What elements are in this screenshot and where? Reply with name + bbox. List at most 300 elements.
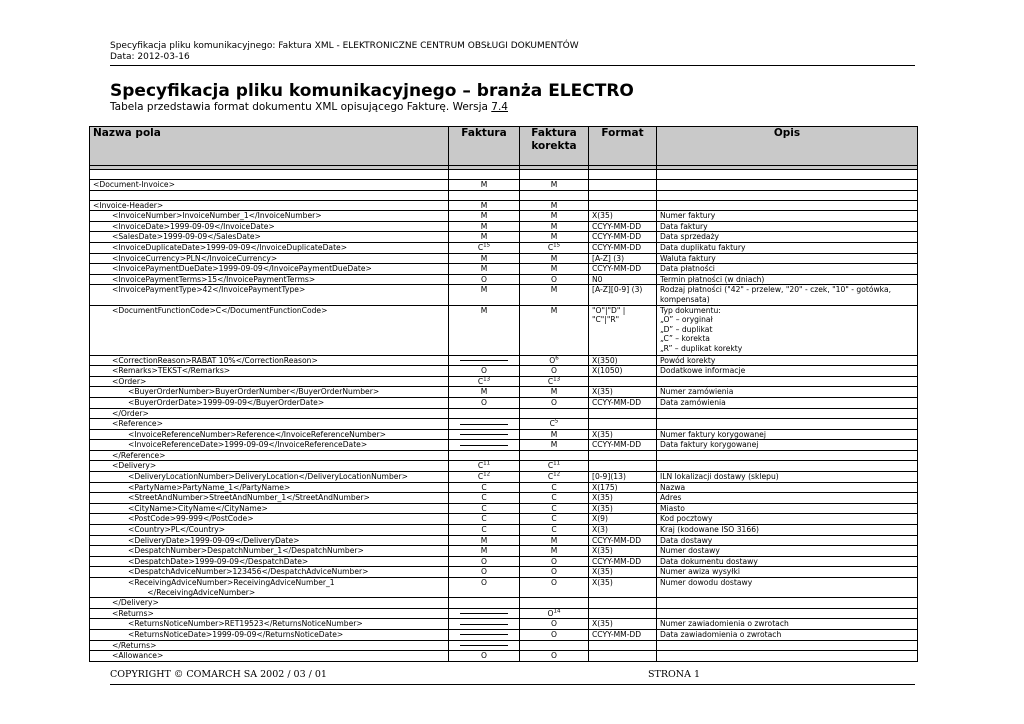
format-cell: X(35) [589, 387, 657, 398]
format-cell: CCYY-MM-DD [589, 556, 657, 567]
korekta-cell [520, 429, 589, 440]
cell-value: M [480, 387, 488, 397]
field-name-cell: <Returns> [90, 608, 449, 619]
korekta-cell [520, 419, 589, 430]
faktura-cell [449, 200, 520, 211]
description-cell: Waluta faktury [657, 253, 918, 264]
table-row [90, 525, 918, 536]
description-cell: Numer zawiadomienia o zwrotach [657, 619, 918, 630]
description-cell: Data sprzedaży [657, 232, 918, 243]
cell-value: C [481, 503, 487, 513]
korekta-cell [520, 503, 589, 514]
format-cell [589, 651, 657, 662]
field-name-cell: <InvoiceNumber>InvoiceNumber_1</InvoiceNumber> [90, 211, 449, 222]
table-row [90, 619, 918, 630]
korekta-cell [520, 450, 589, 461]
faktura-cell [449, 578, 520, 598]
format-cell: X(35) [589, 567, 657, 578]
cell-value: M [550, 211, 558, 221]
cell-value: M [550, 232, 558, 242]
korekta-cell [520, 578, 589, 598]
cell-value: M [480, 253, 488, 263]
field-name-cell: <InvoicePaymentDueDate>1999-09-09</InvoicePaymentDueDate> [90, 264, 449, 275]
cell-value: O [481, 397, 487, 407]
description-cell: Powód korekty [657, 355, 918, 366]
faktura-cell [449, 525, 520, 536]
cell-value: O [481, 274, 487, 284]
format-cell [589, 190, 657, 200]
description-cell: Numer zamówienia [657, 387, 918, 398]
field-name-cell: <Reference> [90, 419, 449, 430]
field-name-cell: </Reference> [90, 450, 449, 461]
field-name-cell [90, 190, 449, 200]
table-row [90, 651, 918, 662]
table-row [90, 274, 918, 285]
format-cell: [A-Z] (3) [589, 253, 657, 264]
description-cell: ILN lokalizacji dostawy (sklepu) [657, 472, 918, 483]
field-name-cell: <InvoicePaymentTerms>15</InvoicePaymentTerms> [90, 274, 449, 285]
not-applicable-dash [460, 613, 508, 614]
format-cell: X(35) [589, 493, 657, 504]
header-divider [110, 65, 915, 66]
table-row [90, 640, 918, 651]
field-name-cell: <Order> [90, 376, 449, 387]
cell-value: C [547, 461, 554, 471]
faktura-cell [449, 387, 520, 398]
field-name-cell: <InvoiceDate>1999-09-09</InvoiceDate> [90, 221, 449, 232]
faktura-cell [449, 429, 520, 440]
table-row [90, 450, 918, 461]
table-row [90, 366, 918, 377]
faktura-cell [449, 461, 520, 472]
korekta-cell [520, 598, 589, 609]
korekta-cell [520, 387, 589, 398]
faktura-cell [449, 180, 520, 191]
table-row [90, 397, 918, 408]
footnote-ref: 6 [555, 355, 559, 361]
faktura-cell [449, 567, 520, 578]
field-name-cell: <DeliveryDate>1999-09-09</DeliveryDate> [90, 535, 449, 546]
table-row [90, 376, 918, 387]
korekta-cell [520, 242, 589, 253]
cell-value: C [549, 419, 555, 429]
faktura-cell [449, 514, 520, 525]
cell-value: M [480, 200, 488, 210]
faktura-cell [449, 640, 520, 651]
not-applicable-dash [460, 434, 508, 435]
table-row [90, 629, 918, 640]
format-cell [589, 419, 657, 430]
field-name-cell: <BuyerOrderDate>1999-09-09</BuyerOrderDate> [90, 397, 449, 408]
cell-value: M [550, 546, 558, 556]
description-cell: Data zawiadomienia o zwrotach [657, 629, 918, 640]
cell-value: M [480, 264, 488, 274]
cell-value: M [550, 535, 558, 545]
format-cell: X(35) [589, 211, 657, 222]
faktura-cell [449, 598, 520, 609]
format-cell [589, 376, 657, 387]
col-header-format: Format [589, 127, 657, 166]
korekta-cell [520, 525, 589, 536]
format-cell: CCYY-MM-DD [589, 221, 657, 232]
cell-value: C [477, 242, 484, 252]
table-row [90, 598, 918, 609]
faktura-cell [449, 355, 520, 366]
korekta-cell [520, 264, 589, 275]
format-cell [589, 170, 657, 180]
format-cell: X(1050) [589, 366, 657, 377]
cell-value: M [480, 221, 488, 231]
table-row [90, 429, 918, 440]
faktura-cell [449, 397, 520, 408]
description-cell: Termin płatności (w dniach) [657, 274, 918, 285]
faktura-cell [449, 472, 520, 483]
format-cell: X(9) [589, 514, 657, 525]
cell-value: O [551, 556, 557, 566]
field-name-cell: <PartyName>PartyName_1</PartyName> [90, 482, 449, 493]
description-cell: Numer faktury korygowanej [657, 429, 918, 440]
format-cell [589, 640, 657, 651]
field-name-cell: <DespatchAdviceNumber>123456</DespatchAdviceNumber> [90, 567, 449, 578]
field-name-cell: <InvoiceReferenceDate>1999-09-09</InvoiceReferenceDate> [90, 440, 449, 451]
footer-page-number: STRONA 1 [648, 669, 701, 680]
korekta-cell [520, 190, 589, 200]
cell-value: O [551, 651, 557, 661]
spec-table [89, 126, 918, 662]
field-name-cell: <InvoiceCurrency>PLN</InvoiceCurrency> [90, 253, 449, 264]
field-name-cell: <DocumentFunctionCode>C</DocumentFunctionCode> [90, 305, 449, 355]
cell-value: M [550, 285, 558, 295]
cell-value: C [551, 503, 557, 513]
format-cell [589, 461, 657, 472]
header-line-2: Data: 2012-03-16 [110, 52, 190, 62]
cell-value: O [551, 629, 557, 639]
description-cell [657, 180, 918, 191]
table-row [90, 190, 918, 200]
faktura-cell [449, 419, 520, 430]
description-cell: Nazwa [657, 482, 918, 493]
description-cell: Numer dowodu dostawy [657, 578, 918, 598]
description-cell: Numer awiza wysyłki [657, 567, 918, 578]
description-cell: Data płatności [657, 264, 918, 275]
col-header-name: Nazwa pola [90, 127, 449, 166]
field-name-cell: </Delivery> [90, 598, 449, 609]
field-name-cell: <SalesDate>1999-09-09</SalesDate> [90, 232, 449, 243]
korekta-cell [520, 567, 589, 578]
description-cell [657, 598, 918, 609]
format-cell: X(35) [589, 503, 657, 514]
description-cell: Adres [657, 493, 918, 504]
description-cell [657, 419, 918, 430]
cell-value: M [550, 200, 558, 210]
format-cell: X(35) [589, 429, 657, 440]
korekta-cell [520, 376, 589, 387]
cell-value: M [550, 305, 558, 315]
korekta-cell [520, 619, 589, 630]
table-row [90, 608, 918, 619]
not-applicable-dash [460, 424, 508, 425]
description-cell [657, 200, 918, 211]
korekta-cell [520, 608, 589, 619]
korekta-cell [520, 253, 589, 264]
korekta-cell [520, 514, 589, 525]
table-row [90, 232, 918, 243]
description-cell: Data dokumentu dostawy [657, 556, 918, 567]
faktura-cell [449, 608, 520, 619]
cell-value: M [480, 180, 488, 189]
table-row [90, 242, 918, 253]
cell-value: O [481, 366, 487, 376]
format-cell: X(3) [589, 525, 657, 536]
format-cell [589, 608, 657, 619]
faktura-cell [449, 190, 520, 200]
format-cell: [0-9](13) [589, 472, 657, 483]
field-name-cell: </Order> [90, 408, 449, 419]
format-cell: X(35) [589, 546, 657, 557]
field-name-cell: <PostCode>99-999</PostCode> [90, 514, 449, 525]
korekta-cell [520, 546, 589, 557]
footnote-ref: 5 [554, 418, 559, 425]
cell-value: C [477, 472, 484, 482]
running-header [110, 41, 579, 63]
description-cell: Kraj (kodowane ISO 3166) [657, 525, 918, 536]
field-name-cell: <StreetAndNumber>StreetAndNumber_1</StreetAndNumber> [90, 493, 449, 504]
korekta-cell [520, 440, 589, 451]
footer-copyright: COPYRIGHT © COMARCH SA 2002 / 03 / 01 [110, 669, 327, 680]
korekta-cell [520, 408, 589, 419]
footnote-ref: 12 [553, 471, 561, 478]
format-cell: CCYY-MM-DD [589, 232, 657, 243]
not-applicable-dash [460, 634, 508, 635]
cell-value: O [547, 608, 554, 618]
cell-value: M [480, 285, 488, 295]
faktura-cell [449, 242, 520, 253]
faktura-cell [449, 264, 520, 275]
table-row [90, 305, 918, 355]
format-cell: X(175) [589, 482, 657, 493]
cell-value: M [550, 180, 558, 189]
cell-value: M [480, 546, 488, 556]
cell-value: O [551, 274, 557, 284]
faktura-cell [449, 211, 520, 222]
cell-value: O [551, 619, 557, 629]
format-cell: CCYY-MM-DD [589, 397, 657, 408]
faktura-cell [449, 285, 520, 305]
field-name-cell: <Allowance> [90, 651, 449, 662]
cell-value: M [550, 253, 558, 263]
cell-value: C [551, 525, 557, 535]
table-row [90, 461, 918, 472]
faktura-cell [449, 232, 520, 243]
field-name-cell: <DespatchDate>1999-09-09</DespatchDate> [90, 556, 449, 567]
format-cell: CCYY-MM-DD [589, 535, 657, 546]
table-row [90, 514, 918, 525]
cell-value: O [481, 556, 487, 566]
faktura-cell [449, 274, 520, 285]
footnote-ref: 11 [553, 460, 561, 467]
format-cell [589, 408, 657, 419]
field-name-cell: <InvoiceReferenceNumber>Reference</InvoiceReferenceNumber> [90, 429, 449, 440]
korekta-cell [520, 274, 589, 285]
table-row [90, 211, 918, 222]
korekta-cell [520, 556, 589, 567]
faktura-cell [449, 305, 520, 355]
cell-value: O [481, 651, 487, 661]
korekta-cell [520, 305, 589, 355]
format-cell: CCYY-MM-DD [589, 264, 657, 275]
korekta-cell [520, 366, 589, 377]
footnote-ref: 12 [483, 471, 491, 478]
field-name-cell: <Delivery> [90, 461, 449, 472]
korekta-cell [520, 170, 589, 180]
faktura-cell [449, 170, 520, 180]
format-cell: CCYY-MM-DD [589, 440, 657, 451]
format-cell: "O"|"D" | "C"|"R" [589, 305, 657, 355]
table-row [90, 180, 918, 191]
cell-value: O [551, 578, 557, 587]
faktura-cell [449, 450, 520, 461]
field-name-cell: <CityName>CityName</CityName> [90, 503, 449, 514]
cell-value: C [477, 376, 484, 386]
table-body [90, 170, 918, 662]
faktura-cell [449, 253, 520, 264]
description-cell [657, 640, 918, 651]
cell-value: C [481, 482, 487, 492]
field-name-cell: <CorrectionReason>RABAT 10%</CorrectionReason> [90, 355, 449, 366]
korekta-cell [520, 493, 589, 504]
col-header-faktura: Faktura [449, 127, 520, 166]
faktura-cell [449, 556, 520, 567]
format-cell: X(35) [589, 619, 657, 630]
korekta-cell [520, 651, 589, 662]
description-cell [657, 190, 918, 200]
format-cell: X(35) [589, 578, 657, 598]
table-row [90, 419, 918, 430]
description-cell [657, 376, 918, 387]
field-name-cell: <InvoiceDuplicateDate>1999-09-09</InvoiceDuplicateDate> [90, 242, 449, 253]
format-cell: [A-Z][0-9] (3) [589, 285, 657, 305]
format-cell: CCYY-MM-DD [589, 629, 657, 640]
field-name-cell: <Remarks>TEKST</Remarks> [90, 366, 449, 377]
format-cell: CCYY-MM-DD [589, 242, 657, 253]
table-row [90, 556, 918, 567]
table-row [90, 408, 918, 419]
format-cell: X(350) [589, 355, 657, 366]
korekta-cell [520, 461, 589, 472]
format-cell [589, 200, 657, 211]
faktura-cell [449, 619, 520, 630]
description-cell: Rodzaj płatności ("42" - przelew, "20" - czek, "10" - gotówka, kompensata) [657, 285, 918, 305]
cell-value: M [480, 535, 488, 545]
footer-divider [110, 684, 915, 685]
field-name-cell: <Document-Invoice> [90, 180, 449, 191]
faktura-cell [449, 535, 520, 546]
cell-value: C [551, 482, 557, 492]
cell-value: M [480, 305, 488, 315]
table-row [90, 221, 918, 232]
cell-value: O [481, 567, 487, 577]
not-applicable-dash [460, 645, 508, 646]
description-cell: Numer dostawy [657, 546, 918, 557]
korekta-cell [520, 221, 589, 232]
field-name-cell: <DeliveryLocationNumber>DeliveryLocation</DeliveryLocationNumber> [90, 472, 449, 483]
field-name-cell: <Invoice-Header> [90, 200, 449, 211]
cell-value: C [477, 461, 484, 471]
footnote-ref: 15 [553, 242, 561, 249]
cell-value: C [547, 376, 554, 386]
cell-value: O [551, 366, 557, 376]
table-row [90, 482, 918, 493]
korekta-cell [520, 397, 589, 408]
format-cell [589, 450, 657, 461]
faktura-cell [449, 376, 520, 387]
faktura-cell [449, 503, 520, 514]
korekta-cell [520, 211, 589, 222]
cell-value: C [551, 514, 557, 524]
field-name-cell: <DespatchNumber>DespatchNumber_1</DespatchNumber> [90, 546, 449, 557]
cell-value: C [547, 242, 554, 252]
description-cell: Dodatkowe informacje [657, 366, 918, 377]
cell-value: C [547, 472, 554, 482]
korekta-cell [520, 355, 589, 366]
col-header-korekta: Faktura korekta [520, 127, 589, 166]
table-row [90, 578, 918, 598]
table-row [90, 387, 918, 398]
table-row [90, 355, 918, 366]
faktura-cell [449, 546, 520, 557]
table-row [90, 472, 918, 483]
cell-value: C [481, 514, 487, 524]
faktura-cell [449, 221, 520, 232]
not-applicable-dash [460, 360, 508, 361]
faktura-cell [449, 366, 520, 377]
description-cell [657, 170, 918, 180]
faktura-cell [449, 440, 520, 451]
description-cell [657, 408, 918, 419]
description-cell [657, 651, 918, 662]
description-cell: Data faktury [657, 221, 918, 232]
korekta-cell [520, 629, 589, 640]
format-cell: N0 [589, 274, 657, 285]
field-name-cell: <BuyerOrderNumber>BuyerOrderNumber</BuyerOrderNumber> [90, 387, 449, 398]
not-applicable-dash [460, 624, 508, 625]
korekta-cell [520, 200, 589, 211]
cell-value: M [550, 440, 558, 450]
field-name-cell: <ReturnsNoticeNumber>RET19523</ReturnsNoticeNumber> [90, 619, 449, 630]
korekta-cell [520, 180, 589, 191]
header-line-1: Specyfikacja pliku komunikacyjnego: Faktura XML - ELEKTRONICZNE CENTRUM OBSŁUGI DOKUMENTÓW [110, 41, 579, 51]
description-cell [657, 608, 918, 619]
faktura-cell [449, 651, 520, 662]
table-row [90, 535, 918, 546]
table-row [90, 493, 918, 504]
description-cell: Data zamówienia [657, 397, 918, 408]
field-name-cell: <ReceivingAdviceNumber>ReceivingAdviceNumber_1 </ReceivingAdviceNumber> [90, 578, 449, 598]
footnote-ref: 13 [553, 376, 561, 383]
faktura-cell [449, 482, 520, 493]
version-link[interactable]: 7.4 [491, 101, 508, 113]
page-subtitle [110, 101, 508, 114]
description-cell: Miasto [657, 503, 918, 514]
description-cell [657, 450, 918, 461]
table-row [90, 567, 918, 578]
description-cell: Data dostawy [657, 535, 918, 546]
cell-value: C [481, 493, 487, 503]
cell-value: O [551, 567, 557, 577]
field-name-cell: <ReturnsNoticeDate>1999-09-09</ReturnsNoticeDate> [90, 629, 449, 640]
korekta-cell [520, 232, 589, 243]
korekta-cell [520, 640, 589, 651]
